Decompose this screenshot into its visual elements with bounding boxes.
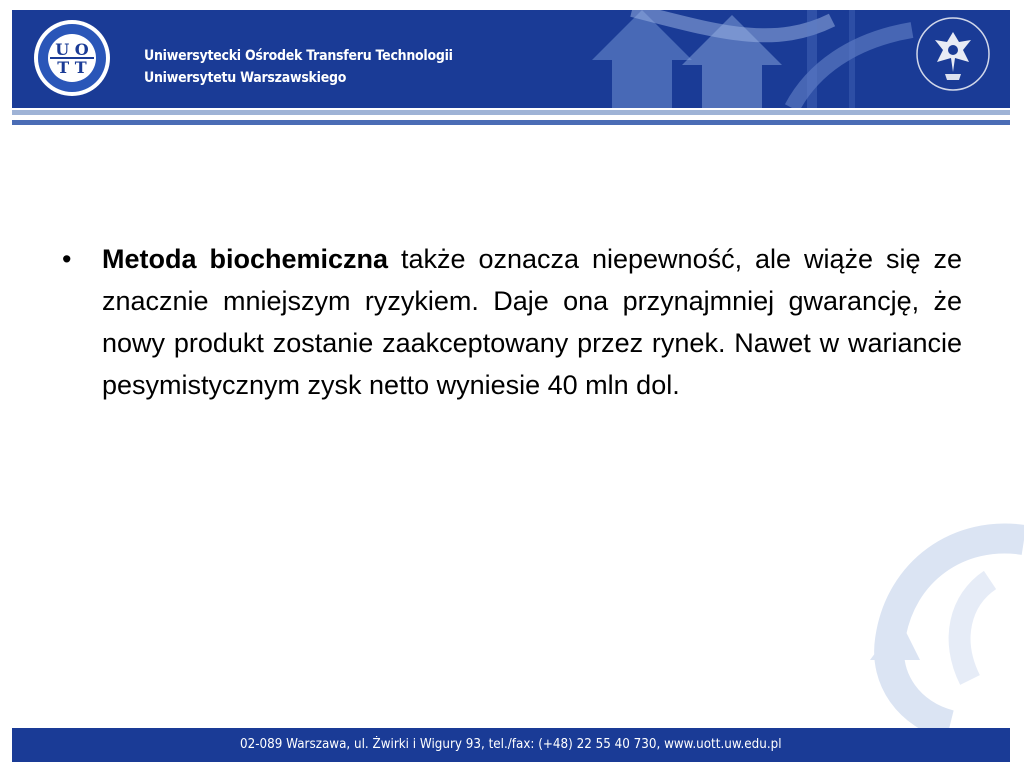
svg-text:T T: T T [57, 58, 87, 77]
header-divider-light [12, 110, 1010, 115]
swirl-decoration [840, 520, 1024, 730]
bullet-text [102, 238, 962, 406]
org-name-line-2: Uniwersytetu Warszawskiego [144, 70, 347, 86]
uott-logo [32, 18, 112, 98]
organization-name [144, 45, 453, 89]
university-seal [915, 14, 991, 96]
header-banner [12, 10, 1010, 108]
bullet-bold-term: Metoda biochemiczna [102, 244, 389, 274]
org-name-line-1: Uniwersytecki Ośrodek Transferu Technologii [144, 48, 453, 64]
slide-content [62, 238, 962, 406]
svg-text:U O: U O [55, 40, 89, 59]
bullet-item [62, 238, 962, 406]
header-divider-dark [12, 120, 1010, 125]
footer-bar [12, 728, 1010, 762]
footer-address: 02-089 Warszawa, ul. Żwirki i Wigury 93, tel./fax: (+48) 22 55 40 730, www.uott.uw.edu.pl [240, 737, 782, 752]
bullet-body: także oznacza niepewność, ale wiąże się ze znacznie mniejszym ryzykiem. Daje ona przynajmniej gwarancję, że nowy produkt zostanie zaakceptowany przez rynek. Nawet w wariancie pesymistycznym zysk netto wyniesie 40 mln dol. [102, 244, 963, 400]
bullet-symbol: • [62, 244, 72, 274]
arrows-decoration [572, 10, 932, 108]
